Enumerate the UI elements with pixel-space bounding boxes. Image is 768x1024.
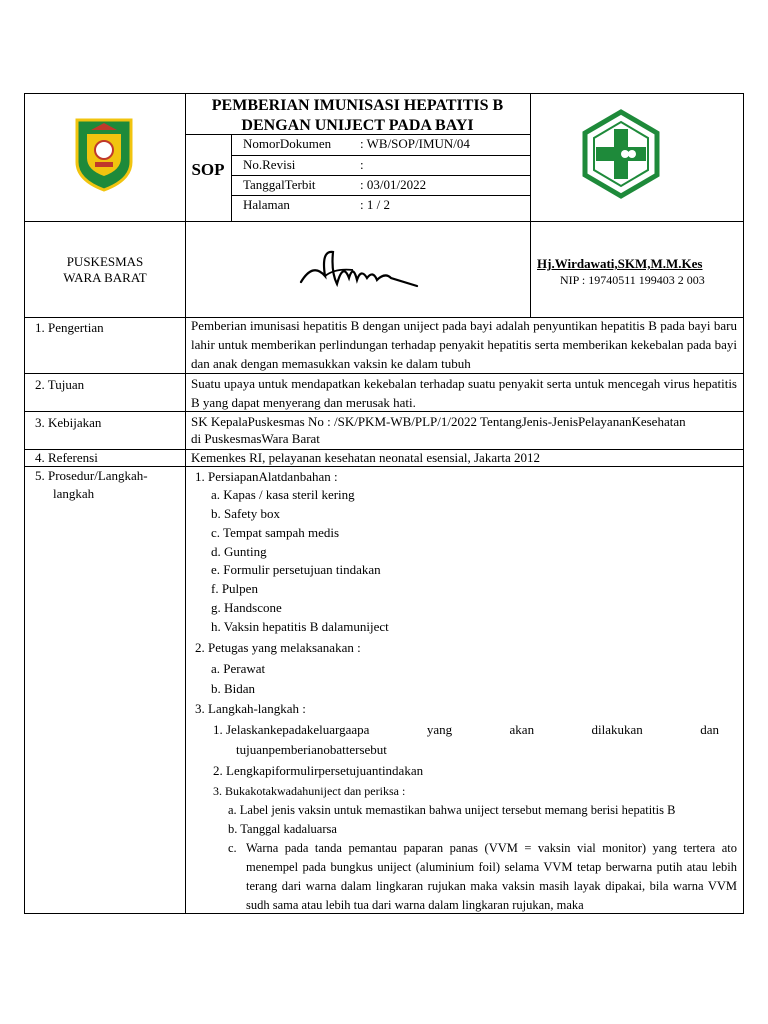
document-title xyxy=(185,96,530,136)
meta-label: NomorDokumen xyxy=(243,136,332,151)
step-word: yang xyxy=(426,722,453,737)
meta-value: : 1 / 2 xyxy=(360,197,390,212)
list-heading: 3. Langkah-langkah : xyxy=(195,701,306,716)
meta-value: : xyxy=(360,157,364,172)
list-heading: 1. PersiapanAlatdanbahan : xyxy=(195,469,338,484)
divider xyxy=(185,94,186,914)
list-item: d. Gunting xyxy=(211,544,267,559)
divider xyxy=(231,195,530,196)
list-item: a. Kapas / kasa steril kering xyxy=(211,487,355,502)
check-item: a. Label jenis vaksin untuk memastikan bahwa uniject tersebut memang berisi hepatitis B xyxy=(228,803,676,817)
list-item: g. Handscone xyxy=(211,600,282,615)
meta-label: TanggalTerbit xyxy=(243,177,316,192)
title-line: DENGAN UNIJECT PADA BAYI xyxy=(241,117,474,134)
meta-value: : 03/01/2022 xyxy=(360,177,427,192)
list-item: c. Tempat sampah medis xyxy=(211,525,340,540)
meta-label: No.Revisi xyxy=(243,157,296,172)
list-item: h. Vaksin hepatitis B dalamuniject xyxy=(211,619,389,634)
step-word: akan xyxy=(509,722,535,737)
meta-label: Halaman xyxy=(243,197,290,212)
list-item: b. Safety box xyxy=(211,506,280,521)
section-label: 1. Pengertian xyxy=(35,320,104,335)
signer-nip: NIP : 19740511 199403 2 003 xyxy=(560,273,705,287)
sop-document xyxy=(24,93,744,914)
list-item: b. Bidan xyxy=(211,681,256,696)
section-text: Pemberian imunisasi hepatitis B dengan uniject pada bayi adalah penyuntikan hepatitis B pada bayi baru lahir untuk memberikan perlindungan terhadap penyakit hepatitis serta memberikan kekebalan pada bayi dan anak dengan memasukkan vaksin ke dalam tubuh xyxy=(191,318,737,371)
section-label: 3. Kebijakan xyxy=(35,415,102,430)
section-text: SK KepalaPuskesmas No : /SK/PKM-WB/PLP/1/2022 TentangJenis-JenisPelayananKesehatan xyxy=(191,414,686,429)
org-name: WARA BARAT xyxy=(63,270,147,285)
section-text: Kemenkes RI, pelayanan kesehatan neonatal esensial, Jakarta 2012 xyxy=(191,450,541,465)
title-line: PEMBERIAN IMUNISASI HEPATITIS B xyxy=(211,97,504,114)
step-line: tujuanpemberianobattersebut xyxy=(236,742,387,757)
divider xyxy=(25,466,744,467)
signature-icon xyxy=(295,242,425,302)
step-word: dilakukan xyxy=(591,722,643,737)
regional-emblem-icon xyxy=(73,116,135,192)
divider xyxy=(231,155,530,156)
list-item: a. Perawat xyxy=(211,661,266,676)
meta-value: : WB/SOP/IMUN/04 xyxy=(360,136,470,151)
org-name: PUSKESMAS xyxy=(66,254,144,269)
step-line: 2. Lengkapiformulirpersetujuantindakan xyxy=(213,763,424,778)
step-word: dan xyxy=(700,722,719,737)
divider xyxy=(231,175,530,176)
check-item: b. Tanggal kadaluarsa xyxy=(228,822,337,836)
section-text: di PuskesmasWara Barat xyxy=(191,431,320,446)
signer-name: Hj.Wirdawati,SKM,M.M.Kes xyxy=(537,256,703,271)
check-item-marker: c. xyxy=(228,841,237,855)
divider xyxy=(530,94,531,317)
step-line xyxy=(213,720,719,739)
section-text: Suatu upaya untuk mendapatkan kekebalan terhadap suatu penyakit serta untuk mencegah virus hepatitis B yang dapat menyerang dan merusak hati. xyxy=(191,376,737,410)
divider xyxy=(231,134,232,221)
list-heading: 2. Petugas yang melaksanakan : xyxy=(195,640,361,655)
section-label: langkah xyxy=(53,486,95,501)
step-word: 1. Jelaskankepadakeluargaapa xyxy=(213,722,370,737)
list-item: e. Formulir persetujuan tindakan xyxy=(211,562,381,577)
divider xyxy=(25,221,744,222)
section-label: 5. Prosedur/Langkah- xyxy=(35,468,148,483)
check-item: Warna pada tanda pemantau paparan panas (VVM = vaksin vial monitor) yang tertera ato menempel pada bungkus uniject (aluminium foil) selama VVM tetap berwarna putih atau lebih terang dari warna dalam lingkaran rujukan maka vaksin masih layak dipakai, bila warna VVM sudh sama atau lebih tua dari warna dalam lingkaran rujukan, maka xyxy=(246,841,737,912)
puskesmas-logo-icon xyxy=(581,109,661,199)
section-label: 4. Referensi xyxy=(35,450,98,465)
sop-label: SOP xyxy=(191,160,225,179)
list-item: f. Pulpen xyxy=(211,581,258,596)
section-label: 2. Tujuan xyxy=(35,377,85,392)
step-line: 3. Bukakotakwadahuniject dan periksa : xyxy=(213,784,406,798)
